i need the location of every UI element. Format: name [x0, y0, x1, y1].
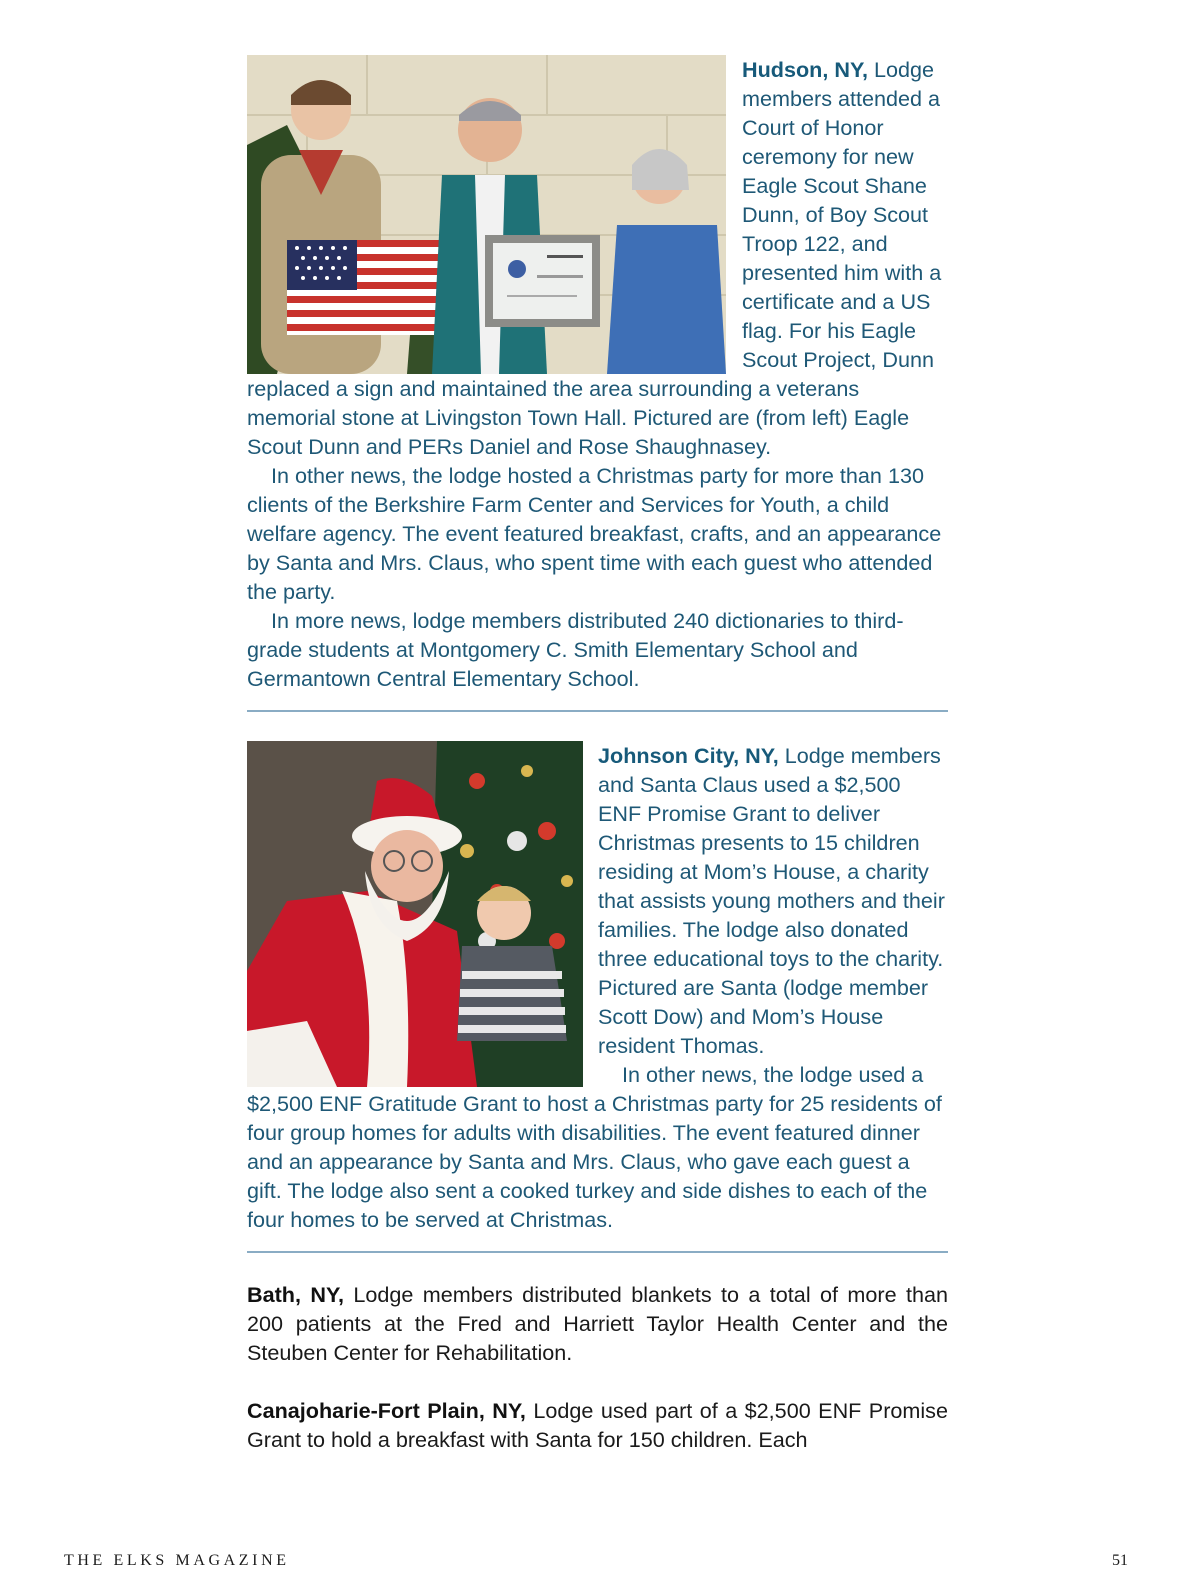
story-johnson-city: [247, 741, 948, 1234]
story-johnson-city-location: Johnson City, NY,: [598, 743, 779, 768]
section-divider: [247, 1251, 948, 1253]
section-divider: [247, 710, 948, 712]
story-canajoharie: [247, 1396, 948, 1454]
story-bath: [247, 1280, 948, 1367]
story-hudson-text: Lodge members attended a Court of Honor ceremony for new Eagle Scout Shane Dunn, of Boy Scout Troop 122, and presented him with a certificate and a US flag. For his Eagle Scout Project, Dunn replaced a sign and maintained the area surrounding a veterans memorial stone at Livingston Town Hall. Pictured are (from left) Eagle Scout Dunn and PERs Daniel and Rose Shaughnasey.: [247, 57, 942, 459]
page-number: 51: [1112, 1552, 1128, 1569]
story-hudson: [247, 55, 948, 693]
story-bath-text: Lodge members distributed blankets to a total of more than 200 patients at the Fred and Harriett Taylor Health Center and the Steuben Center for Rehabilitation.: [247, 1282, 948, 1365]
story-canajoharie-text: Lodge used part of a $2,500 ENF Promise Grant to hold a breakfast with Santa for 150 children. Each: [247, 1398, 948, 1452]
story-bath-location: Bath, NY,: [247, 1282, 344, 1307]
story-hudson-para3: In more news, lodge members distributed 240 dictionaries to third-grade students at Montgomery C. Smith Elementary School and Germantown Central Elementary School.: [247, 608, 904, 691]
article-column: [247, 55, 948, 1454]
story-hudson-location: Hudson, NY,: [742, 57, 868, 82]
photo-eagle-scout-ceremony: [247, 55, 726, 374]
magazine-name: THE ELKS MAGAZINE: [64, 1552, 290, 1569]
story-johnson-city-para2: In other news, the lodge used a $2,500 ENF Gratitude Grant to host a Christmas party for 25 residents of four group homes for adults with disabilities. The event featured dinner and an appearance by Santa and Mrs. Claus, who gave each guest a gift. The lodge also sent a cooked turkey and side dishes to each of the four homes to be served at Christmas.: [247, 1062, 942, 1232]
photo-santa-with-child: [247, 741, 583, 1087]
story-canajoharie-location: Canajoharie-Fort Plain, NY,: [247, 1398, 526, 1423]
story-johnson-city-text: Lodge members and Santa Claus used a $2,500 ENF Promise Grant to deliver Christmas presents to 15 children residing at Mom’s House, a charity that assists young mothers and their families. The lodge also donated three educational toys to the charity. Pictured are Santa (lodge member Scott Dow) and Mom’s House resident Thomas.: [598, 743, 945, 1058]
story-hudson-para2: In other news, the lodge hosted a Christmas party for more than 130 clients of the Berkshire Farm Center and Services for Youth, a child welfare agency. The event featured breakfast, crafts, and an appearance by Santa and Mrs. Claus, who spent time with each guest who attended the party.: [247, 463, 942, 604]
